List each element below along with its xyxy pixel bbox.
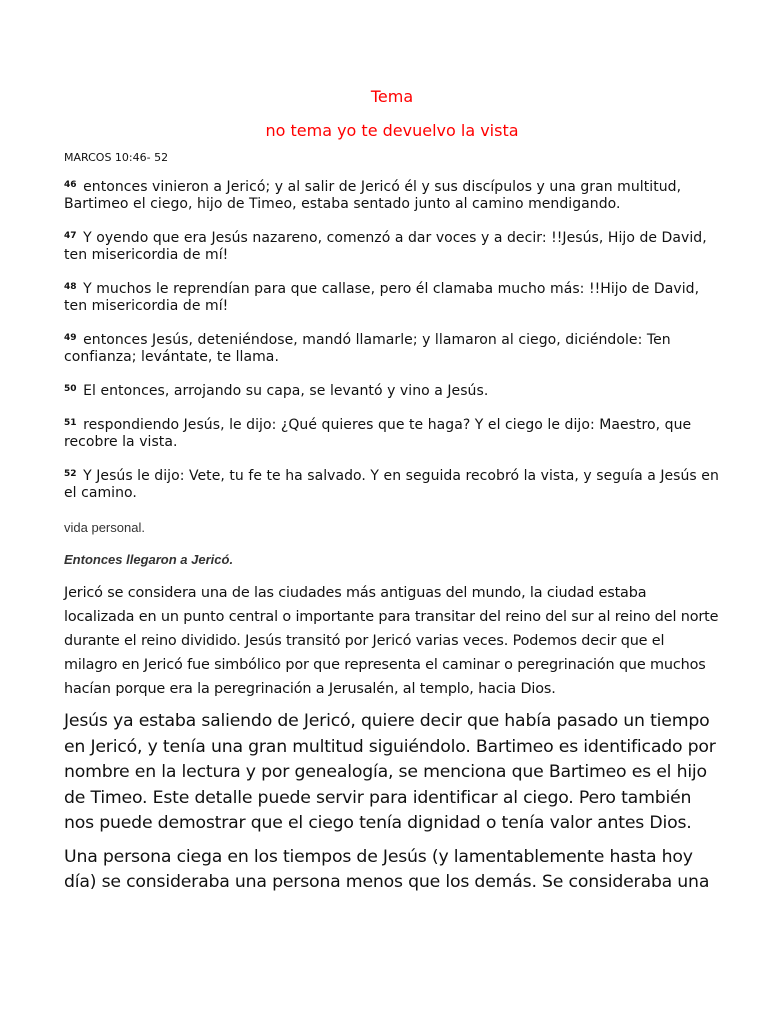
verse-text: Y oyendo que era Jesús nazareno, comenzó a dar voces y a decir: !!Jesús, Hijo de David, ten misericordia de mí! <box>64 230 707 263</box>
verse-number: 50 <box>64 384 77 394</box>
verse-46 <box>64 179 720 213</box>
verse-47 <box>64 230 720 264</box>
verse-text: entonces vinieron a Jericó; y al salir de Jericó él y sus discípulos y una gran multitud, Bartimeo el ciego, hijo de Timeo, estaba sentado junto al camino mendigando. <box>64 179 682 212</box>
body-paragraph-3: Una persona ciega en los tiempos de Jesús (y lamentablemente hasta hoy día) se consideraba una persona menos que los demás. Se consideraba una <box>64 846 710 892</box>
verse-text: Y Jesús le dijo: Vete, tu fe te ha salvado. Y en seguida recobró la vista, y seguía a Jesús en el camino. <box>64 468 719 501</box>
verse-number: 48 <box>64 282 77 292</box>
verse-number: 47 <box>64 231 77 241</box>
body-paragraph-1: Jericó se considera una de las ciudades más antiguas del mundo, la ciudad estaba localizada en un punto central o importante para transitar del reino del sur al reino del norte durante el reino dividido. Jesús transitó por Jericó varias veces. Podemos decir que el milagro en Jericó fue simbólico por que representa el caminar o peregrinación que muchos hacían porque era la peregrinación a Jerusalén, al templo, hacia Dios. <box>64 585 719 697</box>
verse-49 <box>64 332 720 366</box>
scripture-reference: MARCOS 10:46- 52 <box>64 151 169 164</box>
verse-number: 46 <box>64 180 77 190</box>
verse-text: entonces Jesús, deteniéndose, mandó llamarle; y llamaron al ciego, diciéndole: Ten confianza; levántate, te llama. <box>64 332 671 365</box>
verse-number: 52 <box>64 469 77 479</box>
section-heading: Entonces llegaron a Jericó. <box>64 552 234 567</box>
verse-51 <box>64 417 720 451</box>
verse-text: El entonces, arrojando su capa, se levantó y vino a Jesús. <box>78 383 489 399</box>
verse-number: 49 <box>64 333 77 343</box>
document-subtitle: no tema yo te devuelvo la vista <box>265 121 519 140</box>
document-page <box>64 86 720 904</box>
verse-48 <box>64 281 720 315</box>
verse-text: Y muchos le reprendían para que callase, pero él clamaba mucho más: !!Hijo de David, ten misericordia de mí! <box>64 281 700 314</box>
note-text: vida personal. <box>64 520 145 535</box>
body-paragraph-2: Jesús ya estaba saliendo de Jericó, quiere decir que había pasado un tiempo en Jericó, y tenía una gran multitud siguiéndolo. Bartimeo es identificado por nombre en la lectura y por genealogía, se menciona que Bartimeo es el hijo de Timeo. Este detalle puede servir para identificar al ciego. Pero también nos puede demostrar que el ciego tenía dignidad o tenía valor antes Dios. <box>64 711 716 833</box>
verse-number: 51 <box>64 418 77 428</box>
verse-text: respondiendo Jesús, le dijo: ¿Qué quieres que te haga? Y el ciego le dijo: Maestro, que recobre la vista. <box>64 417 692 450</box>
verse-52 <box>64 468 720 502</box>
verse-50 <box>64 383 720 400</box>
document-title: Tema <box>370 87 414 106</box>
